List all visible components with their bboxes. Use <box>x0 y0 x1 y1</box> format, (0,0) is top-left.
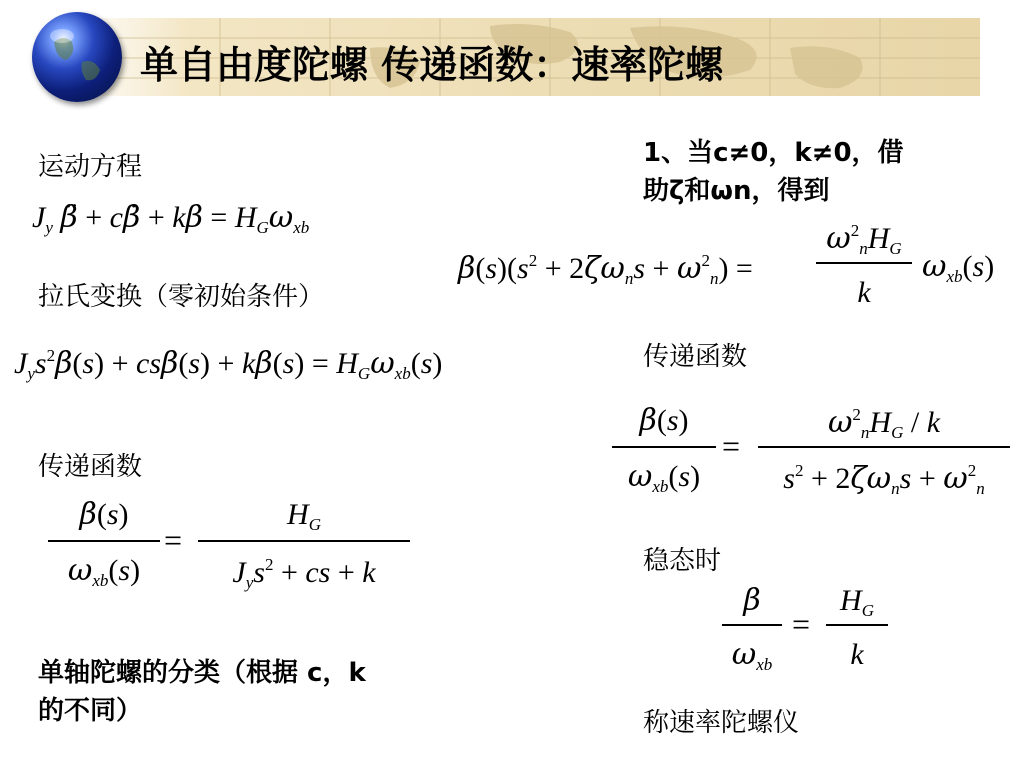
motion-equation: $J_y$ β̈ + cβ̇ + $k\beta = H_G\omega_{xb}$ <box>32 200 310 237</box>
classification-label-line2: 的不同） <box>38 696 143 726</box>
globe-icon <box>32 12 122 102</box>
transfer-function-left: β(s) $\omega_{xb}(s)$ = $H_G$ $J_ys^2$ + cs + k <box>48 498 418 598</box>
laplace-equation: $J_ys^2\beta(s) + cs\beta(s) + k\beta(s) = H_G\omega_{xb}(s)$ <box>14 346 443 383</box>
steady-state-label: 稳态时 <box>643 546 722 576</box>
case-label-line1: 1、当c≠0，k≠0，借 <box>643 138 904 168</box>
case-equation: $\beta(s)(s^2 + 2\zeta\omega_ns + \omega^2_n)$ = $\omega^2_nH_G$ k $\omega_{xb}(s)$ <box>458 221 995 309</box>
case-label-line2: 助ζ和ωn，得到 <box>643 176 830 206</box>
transfer-function-label-right: 传递函数 <box>643 342 748 372</box>
steady-state-equation: β $\omega_{xb}$ = $H_G$ k <box>722 584 892 680</box>
rate-gyro-label: 称速率陀螺仪 <box>643 708 800 738</box>
transfer-function-right: β(s) $\omega_{xb}(s)$ = $\omega^2_nH_G$ / k $s^2 + 2\zeta\omega_ns + \omega^2_n$ <box>612 404 1014 504</box>
laplace-label: 拉氏变换（零初始条件） <box>38 282 325 312</box>
classification-label-line1: 单轴陀螺的分类（根据 c，k <box>38 658 366 688</box>
page-title: 单自由度陀螺 传递函数：速率陀螺 <box>140 43 724 87</box>
transfer-function-label-left: 传递函数 <box>38 452 143 482</box>
motion-equation-label: 运动方程 <box>38 152 143 182</box>
